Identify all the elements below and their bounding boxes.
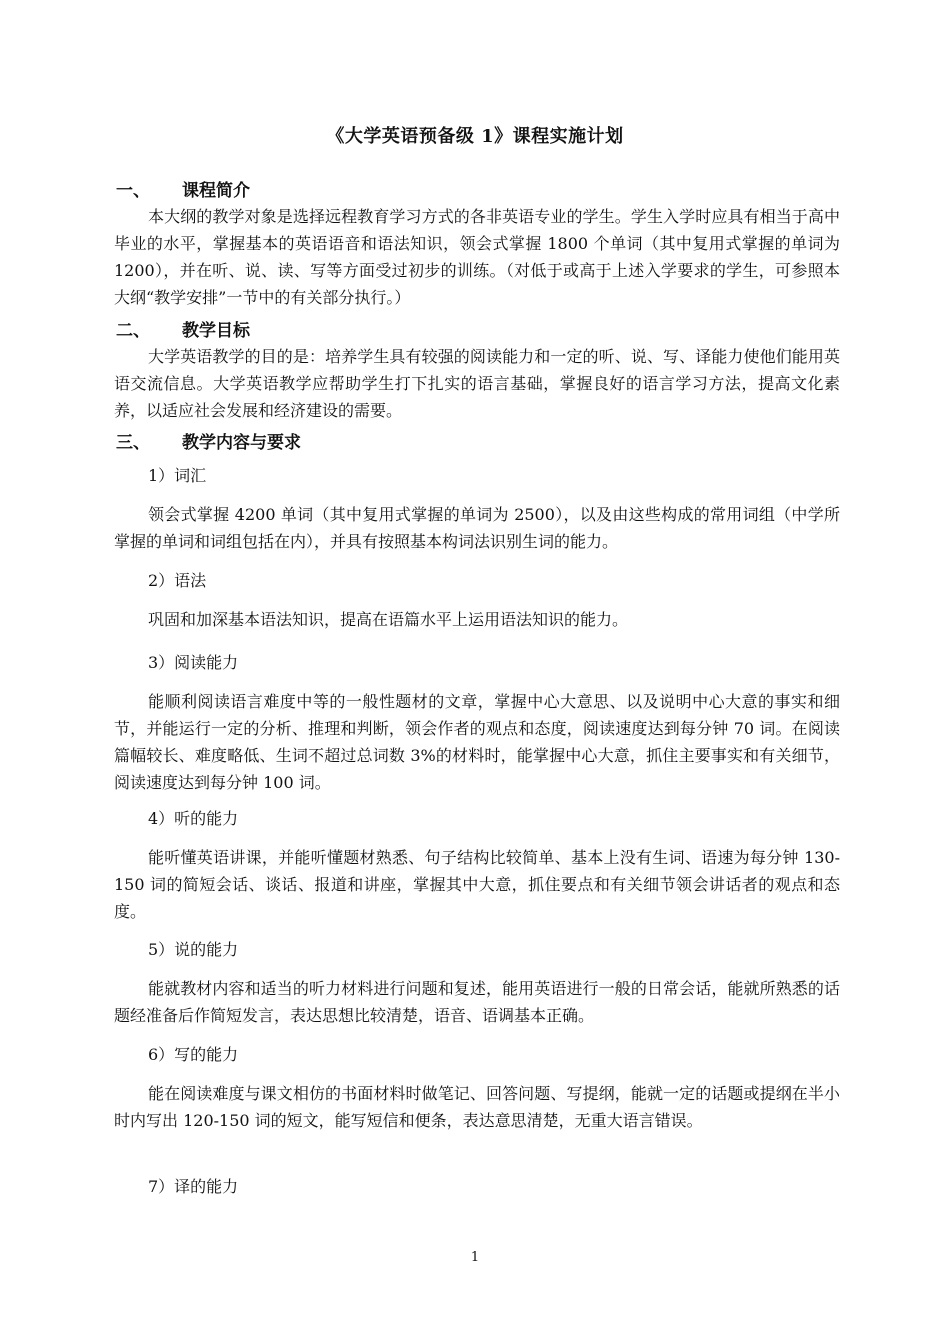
item-label-listening: 4）听的能力 [148, 809, 239, 828]
item-label-grammar: 2）语法 [148, 571, 207, 590]
item-label-vocabulary: 1）词汇 [148, 466, 207, 485]
section-heading-goals [116, 316, 250, 341]
item-text-vocabulary: 领会式掌握 4200 单词（其中复用式掌握的单词为 2500），以及由这些构成的常用词组（中学所掌握的单词和词组包括在内），并具有按照基本构词法识别生词的能力。 [114, 505, 840, 551]
section-number: 二、 [116, 321, 150, 341]
section-number: 一、 [116, 181, 150, 201]
item-text-writing: 能在阅读难度与课文相仿的书面材料时做笔记、回答问题、写提纲，能就一定的话题或提纲在半小时内写出 120-150 词的短文，能写短信和便条，表达意思清楚，无重大语言错误。 [114, 1084, 840, 1130]
item-text-listening: 能听懂英语讲课，并能听懂题材熟悉、句子结构比较简单、基本上没有生词、语速为每分钟 130-150 词的简短会话、谈话、报道和讲座，掌握其中大意，抓住要点和有关细节领会讲话者的观点和态度。 [114, 848, 840, 921]
section-title: 教学内容与要求 [182, 433, 301, 453]
item-label-translation: 7）译的能力 [148, 1177, 239, 1196]
section-heading-content [116, 428, 301, 453]
section-heading-intro [116, 176, 250, 201]
section-title: 课程简介 [182, 181, 250, 201]
item-text-grammar: 巩固和加深基本语法知识，提高在语篇水平上运用语法知识的能力。 [148, 610, 629, 629]
page-title: 《大学英语预备级 1》课程实施计划 [326, 126, 624, 147]
item-text-reading: 能顺利阅读语言难度中等的一般性题材的文章，掌握中心大意思、以及说明中心大意的事实和细节，并能运行一定的分析、推理和判断，领会作者的观点和态度，阅读速度达到每分钟 70 词。在阅读篇幅较长、难度略低、生词不超过总词数 3%的材料时，能掌握中心大意，抓住主要事实和有关细节，阅读速度达到每分钟 100 词。 [114, 692, 840, 792]
goals-paragraph: 大学英语教学的目的是：培养学生具有较强的阅读能力和一定的听、说、写、译能力使他们能用英语交流信息。大学英语教学应帮助学生打下扎实的语言基础，掌握良好的语言学习方法，提高文化素养，以适应社会发展和经济建设的需要。 [114, 347, 840, 420]
item-label-reading: 3）阅读能力 [148, 653, 239, 672]
item-label-writing: 6）写的能力 [148, 1045, 239, 1064]
section-number: 三、 [116, 433, 150, 453]
page-number: 1 [470, 1250, 480, 1265]
section-title: 教学目标 [182, 321, 250, 341]
item-label-speaking: 5）说的能力 [148, 940, 239, 959]
intro-paragraph: 本大纲的教学对象是选择远程教育学习方式的各非英语专业的学生。学生入学时应具有相当于高中毕业的水平，掌握基本的英语语音和语法知识，领会式掌握 1800 个单词（其中复用式掌握的单词为 1200），并在听、说、读、写等方面受过初步的训练。（对低于或高于上述入学要求的学生，可参照本大纲“教学安排”一节中的有关部分执行。） [114, 207, 840, 307]
item-text-speaking: 能就教材内容和适当的听力材料进行问题和复述，能用英语进行一般的日常会话，能就所熟悉的话题经准备后作简短发言，表达思想比较清楚，语音、语调基本正确。 [114, 979, 840, 1025]
